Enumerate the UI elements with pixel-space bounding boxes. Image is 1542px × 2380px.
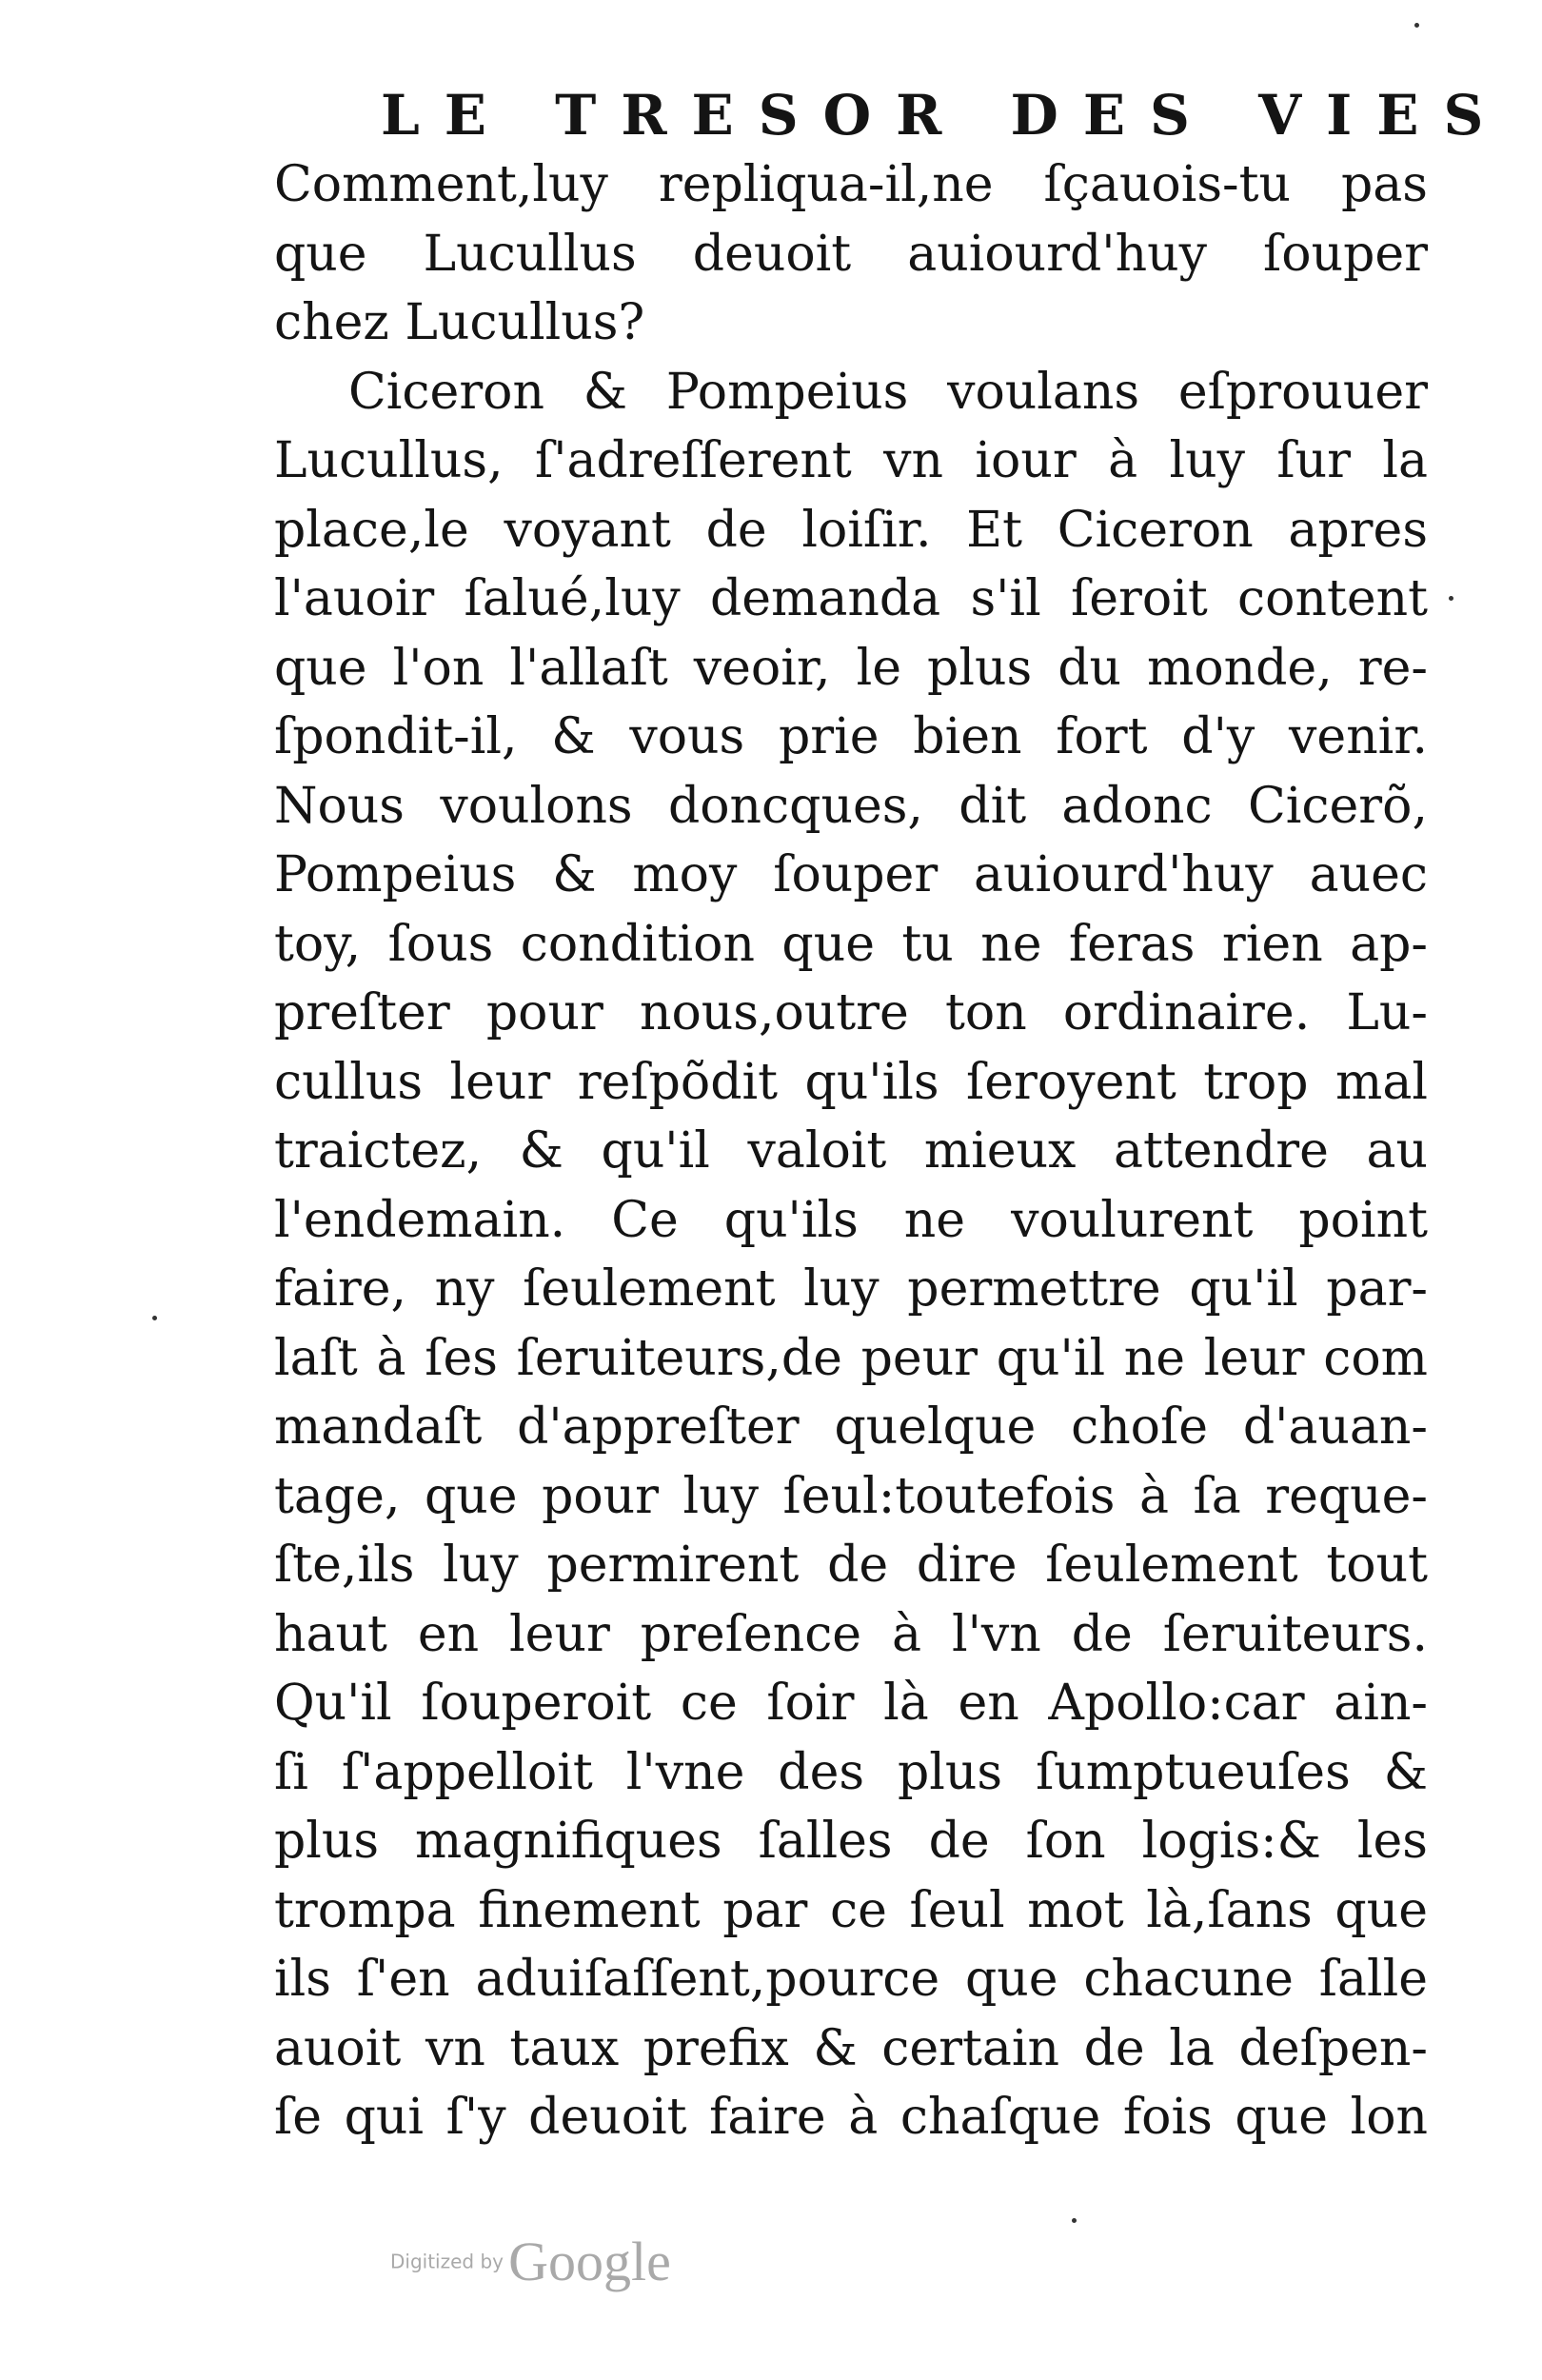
text-line: haut en leur preſence à l'vn de ſeruiteurs. (274, 1605, 1428, 1663)
text-line: ſte,ils luy permirent de dire ſeulement tout (274, 1537, 1428, 1594)
text-line: faire, ny ſeulement luy permettre qu'il par- (274, 1260, 1428, 1318)
text-line: l'auoir ſalué,luy demanda s'il ſeroit content (274, 570, 1428, 627)
ink-speck (152, 1316, 157, 1320)
ink-speck (1414, 23, 1419, 28)
text-line: Qu'il ſouperoit ce ſoir là en Apollo:car ain- (274, 1675, 1428, 1732)
text-line: chez Lucullus? (274, 294, 645, 351)
text-line: que l'on l'allaſt veoir, le plus du monde, re- (274, 639, 1428, 697)
text-line: auoit vn taux prefix & certain de la deſpen- (274, 2019, 1428, 2077)
text-line: laſt à ſes ſeruiteurs,de peur qu'il ne leur com (274, 1329, 1428, 1387)
text-line: preſter pour nous,outre ton ordinaire. Lu- (274, 984, 1428, 1041)
text-line: Comment,luy repliqua-il,ne ſçauois-tu pas (274, 156, 1428, 213)
digitized-by-google-watermark (390, 2230, 790, 2306)
text-line: que Lucullus deuoit auiourd'huy ſouper (274, 225, 1428, 283)
text-line: mandaſt d'appreſter quelque choſe d'auan- (274, 1398, 1428, 1456)
text-line: l'endemain. Ce qu'ils ne voulurent point (274, 1191, 1428, 1249)
text-line: Pompeius & moy ſouper auiourd'huy auec (274, 846, 1428, 903)
text-line: Nous voulons doncques, dit adonc Cicerõ, (274, 777, 1428, 835)
watermark-prefix: Digitized by (390, 2250, 504, 2273)
body-text (274, 150, 1428, 2152)
text-line: toy, ſous condition que tu ne feras rien ap- (274, 915, 1428, 973)
ink-speck (1449, 596, 1453, 601)
text-line: place,le voyant de loiſir. Et Ciceron apres (274, 501, 1428, 559)
text-line: tage, que pour luy ſeul:toutefois à ſa reque- (274, 1467, 1428, 1525)
text-line: ſe qui ſ'y deuoit faire à chaſque fois que lon (274, 2089, 1428, 2146)
text-line: cullus leur reſpõdit qu'ils ſeroyent trop mal (274, 1053, 1428, 1111)
text-line: ils ſ'en aduiſaſſent,pource que chacune ſalle (274, 1951, 1428, 2008)
text-line: trompa finement par ce ſeul mot là,ſans que (274, 1881, 1428, 1939)
text-line: ſi ſ'appelloit l'vne des plus ſumptueuſes & (274, 1743, 1428, 1801)
text-line: Lucullus, ſ'adreſſerent vn iour à luy ſur la (274, 432, 1428, 489)
text-line: traictez, & qu'il valoit mieux attendre au (274, 1122, 1428, 1180)
ink-speck (1072, 2218, 1077, 2223)
text-line: plus magnifiques ſalles de ſon logis:& les (274, 1813, 1428, 1870)
text-line: Ciceron & Pompeius voulans eſprouuer (348, 363, 1428, 421)
text-line: ſpondit-il, & vous prie bien fort d'y venir. (274, 708, 1428, 765)
watermark-brand: Google (508, 2231, 671, 2292)
running-head: LE TRESOR DES VIES (381, 83, 1509, 148)
